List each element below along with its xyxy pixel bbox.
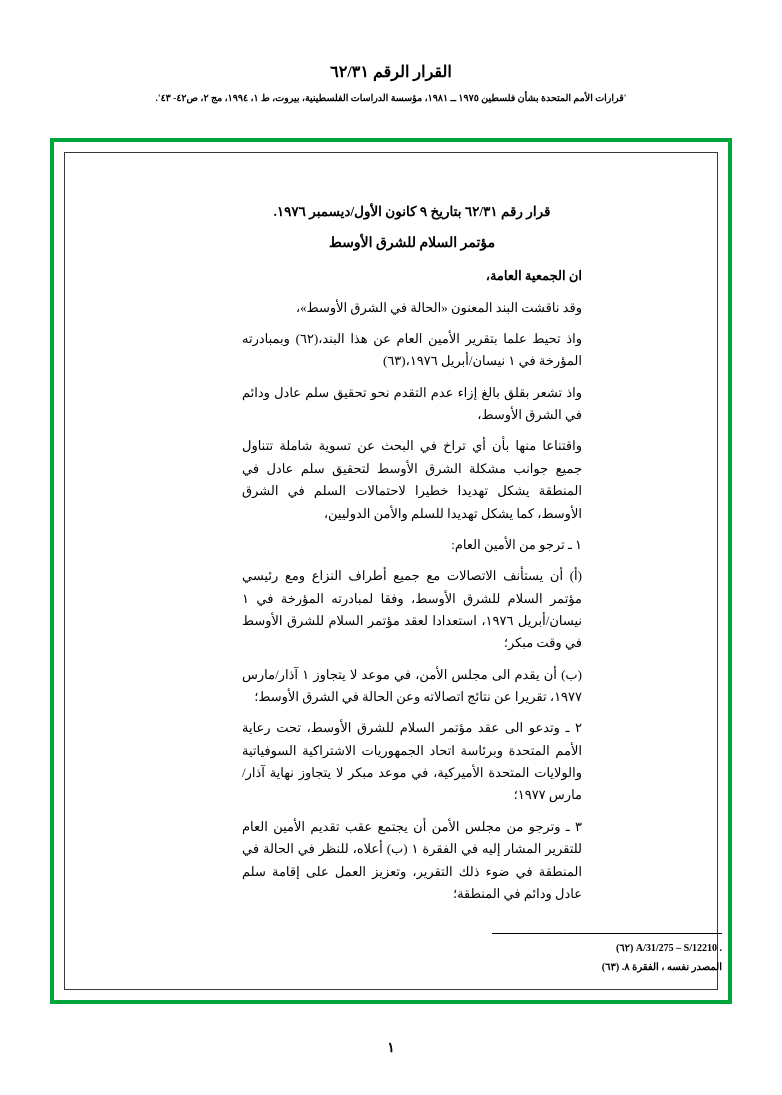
- footnote-item: [492, 958, 722, 977]
- paragraph: ٢ ـ وتدعو الى عقد مؤتمر السلام للشرق الأوسط، تحت رعاية الأمم المتحدة وبرئاسة اتحاد الجمهوريات الاشتراكية السوفياتية والولايات المتحدة الأميركية، في موعد مبكر لا يتجاوز نهاية آذار/مارس ١٩٧٧؛: [242, 720, 582, 803]
- source-citation: 'قرارات الأمم المتحدة بشأن فلسطين ١٩٧٥ ــ ١٩٨١، مؤسسة الدراسات الفلسطينية، بيروت، ط ١، ١٩٩٤، مج ٢، ص٤٢- ٤٣'.: [155, 94, 627, 104]
- paragraph: (أ) أن يستأنف الاتصالات مع جميع أطراف النزاع ومع رئيسي مؤتمر السلام للشرق الأوسط، وفقا لمبادرته المؤرخة في ١ نيسان/أبريل ١٩٧٦، استعدادا لعقد مؤتمر السلام للشرق الأوسط في وقت مبكر؛: [242, 568, 582, 651]
- paragraph: واقتناعا منها بأن أي تراخ في البحث عن تسوية شاملة تتناول جميع جوانب مشكلة الشرق الأوسط لتحقيق سلم عادل في المنطقة يشكل تهديدا خطيرا لاحتمالات السلم في الشرق الأوسط، كما يشكل تهديدا للسلم والأمن الدوليين،: [242, 438, 582, 521]
- document-header: [0, 0, 782, 104]
- paragraph: ٣ ـ وترجو من مجلس الأمن أن يجتمع عقب تقديم الأمين العام للتقرير المشار إليه في الفقرة ١ (ب) أعلاه، للنظر في الحالة في المنطقة في ضوء ذلك التقرير، وتعزيز العمل على إقامة سلم عادل ودائم في المنطقة؛: [242, 818, 582, 901]
- paragraph: ١ ـ ترجو من الأمين العام:: [451, 536, 582, 552]
- paragraph: (ب) أن يقدم الى مجلس الأمن، في موعد لا يتجاوز ١ آذار/مارس ١٩٧٧، تقريرا عن نتائج اتصالاته وعن الحالة في الشرق الأوسط؛: [242, 666, 582, 705]
- footnotes-section: [492, 933, 722, 977]
- footnote-marker: (٦٣): [601, 962, 620, 973]
- paragraph: وقد ناقشت البند المعنون «الحالة في الشرق الأوسط»،: [295, 299, 582, 315]
- resolution-subject: مؤتمر السلام للشرق الأوسط: [328, 236, 496, 252]
- footnote-item: [492, 939, 722, 958]
- footnote-text: A/31/275 – S/12210 .: [635, 943, 722, 954]
- footnote-text: المصدر نفسه ، الفقرة ٨.: [621, 962, 722, 973]
- page-number: ١: [387, 1041, 395, 1056]
- resolution-number-line: قرار رقم ٦٢/٣١ بتاريخ ٩ كانون الأول/ديسمبر ١٩٧٦.: [273, 204, 551, 219]
- resolution-preamble-lead: ان الجمعية العامة،: [485, 268, 582, 284]
- resolution-body: [242, 200, 582, 914]
- footnote-marker: (٦٢): [615, 943, 634, 954]
- page-title: القرار الرقم ٦٢/٣١: [330, 64, 452, 81]
- paragraph: واذ تحيط علما بتقرير الأمين العام عن هذا البند،(٦٢) وبمبادرته المؤرخة في ١ نيسان/أبريل ١٩٧٦،(٦٣): [242, 331, 583, 369]
- paragraph: واذ تشعر بقلق بالغ إزاء عدم التقدم نحو تحقيق سلم عادل ودائم في الشرق الأوسط،: [242, 384, 582, 423]
